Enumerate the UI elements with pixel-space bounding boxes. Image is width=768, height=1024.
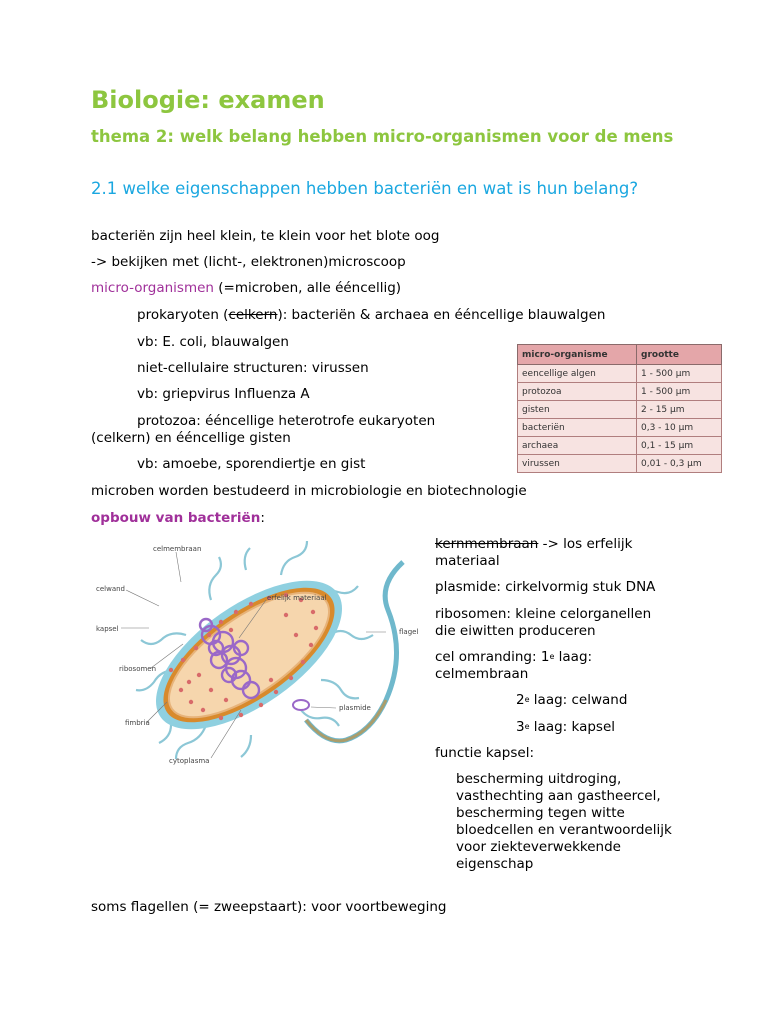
note-ribosomen: ribosomen: kleine celorganellen die eiwitten produceren [435,606,652,639]
table-cell: 2 - 15 µm [637,401,722,419]
omranding-b: laag: celmembraan [435,649,593,682]
table-cell: gisten [518,401,637,419]
table-row [518,437,722,455]
table-row [518,455,722,473]
intro-line-1: bacteriën zijn heel klein, te klein voor het blote oog [91,228,440,244]
prokaryoten-line [137,307,605,324]
laag2-sup: e [524,695,530,704]
footer-line: soms flagellen (= zweepstaart): voor voortbeweging [91,899,447,915]
omranding-sup: e [549,652,555,661]
table-cell: bacteriën [518,419,637,437]
size-table-wrapper [517,344,722,473]
table-cell: archaea [518,437,637,455]
omranding-a: cel omranding: 1 [435,649,550,665]
structure-heading-colon: : [260,510,265,526]
intro-line-2: -> bekijken met (licht-, elektronen)microscoop [91,254,406,270]
vb-line-1: vb: E. coli, blauwalgen [137,334,289,350]
prok-text-b: ): bacteriën & archaea en ééncellige blauwalgen [277,307,606,323]
kern-rest: -> los erfelijk materiaal [435,536,633,569]
page-title: Biologie: examen [91,86,325,114]
label-plasmide: plasmide [339,704,371,712]
laag3-b: laag: kapsel [529,719,616,735]
table-row [518,401,722,419]
note-laag-2 [516,692,627,709]
note-functie-body: bescherming uitdroging, vasthechting aan gastheercel, bescherming tegen witte bloedcellen en verantwoordelijk voor ziekteverwekkende eigenschap [456,771,672,872]
laag3-a: 3 [516,719,525,735]
structure-heading-line [91,510,265,527]
prok-strike: celkern [228,307,278,323]
table-row [518,365,722,383]
laag3-sup: e [524,722,530,731]
label-celwand: celwand [96,585,125,593]
theme-heading: thema 2: welk belang hebben micro-organismen voor de mens [91,127,674,146]
note-functie: functie kapsel: [435,745,534,761]
micro-heading: micro-organismen [91,280,214,296]
note-kernmembraan [435,536,685,570]
laag2-a: 2 [516,692,525,708]
table-cell: eencellige algen [518,365,637,383]
label-ribosomen: ribosomen [119,665,157,673]
label-fimbria: fimbria [125,719,150,727]
size-table-header [518,345,722,365]
note-omranding [435,649,635,683]
structure-heading: opbouw van bacteriën [91,510,261,526]
note-laag-3 [516,719,615,736]
section-heading: 2.1 welke eigenschappen hebben bacteriën en wat is hun belang? [91,179,639,198]
label-kapsel: kapsel [96,625,119,633]
kern-strike: kernmembraan [435,536,539,552]
table-cell: 1 - 500 µm [637,365,722,383]
table-cell: 0,01 - 0,3 µm [637,455,722,473]
table-cell: 0,3 - 10 µm [637,419,722,437]
vb-line-3: vb: amoebe, sporendiertje en gist [137,456,366,472]
table-cell: virussen [518,455,637,473]
laag2-b: laag: celwand [529,692,628,708]
note-plasmide: plasmide: cirkelvormig stuk DNA [435,579,656,595]
plasmid [293,700,309,710]
label-celmembraan: celmembraan [153,545,202,553]
label-flagel: flagel [399,628,419,636]
size-table [517,344,722,473]
table-row [518,383,722,401]
size-table-col-organism: micro-organisme [518,345,637,365]
protozoa-line-a: protozoa: ééncellige heterotrofe eukaryoten [137,413,436,429]
size-table-col-size: grootte [637,345,722,365]
label-erfelijk-materiaal: erfelijk materiaal [267,594,327,602]
bacterium-diagram [91,540,426,780]
table-cell: 1 - 500 µm [637,383,722,401]
noncellular-line: niet-cellulaire structuren: virussen [137,360,369,376]
vb-line-2: vb: griepvirus Influenza A [137,386,310,402]
table-cell: 0,1 - 15 µm [637,437,722,455]
prok-text-a: prokaryoten ( [137,307,229,323]
protozoa-line-b: (celkern) en ééncellige gisten [91,430,291,446]
label-cytoplasma: cytoplasma [169,757,210,765]
micro-heading-line [91,280,401,297]
micro-heading-rest: (=microben, alle ééncellig) [213,280,402,296]
table-cell: protozoa [518,383,637,401]
table-row [518,419,722,437]
studied-line: microben worden bestudeerd in microbiologie en biotechnologie [91,483,527,499]
